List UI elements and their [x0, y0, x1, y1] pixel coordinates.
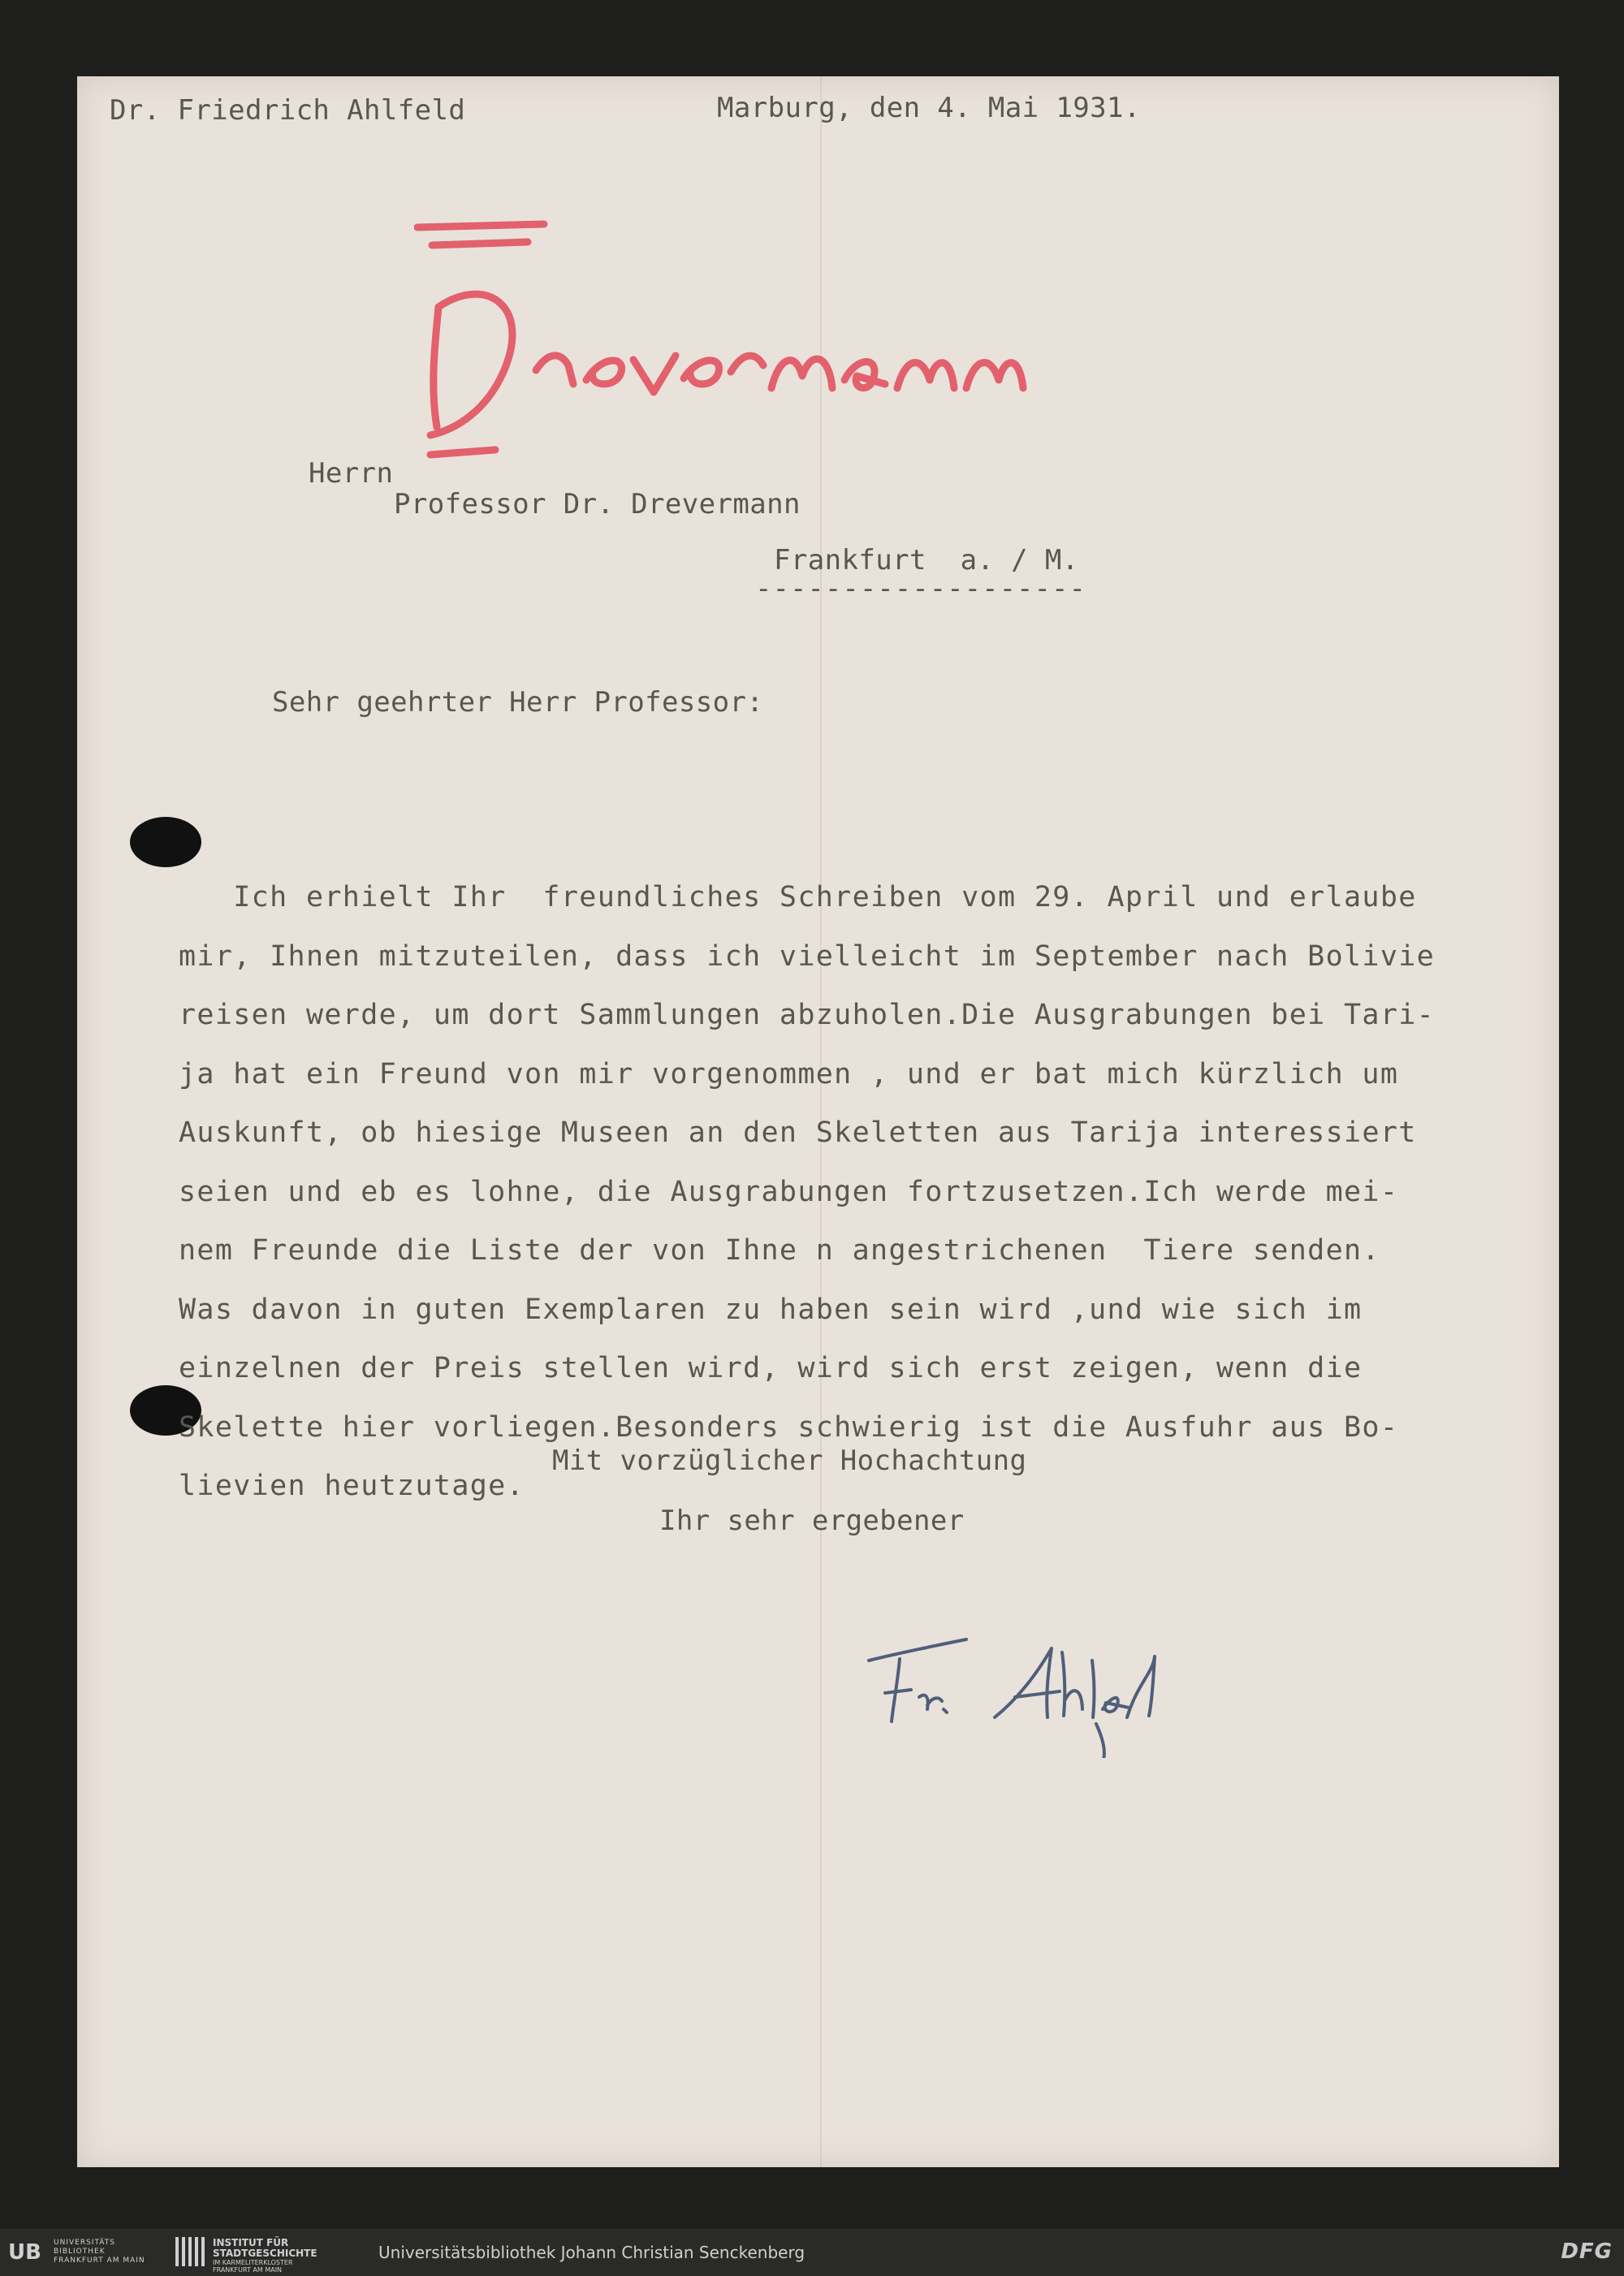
closing-phrase-2: Ihr sehr ergebener [659, 1505, 965, 1537]
institut-logo-title: INSTITUT FÜR STADTGESCHICHTE [213, 2237, 317, 2259]
salutation: Sehr geehrter Herr Professor: [272, 686, 764, 719]
body-line: einzelnen der Preis stellen wird, wird sich erst zeigen, wenn die [179, 1352, 1363, 1384]
body-line: Was davon in guten Exemplaren zu haben sein wird ,und wie sich im [179, 1293, 1363, 1326]
sender-name: Dr. Friedrich Ahlfeld [110, 94, 466, 127]
institut-logo[interactable] [175, 2235, 354, 2274]
body-line: ja hat ein Freund von mir vorgenommen , und er bat mich kürzlich um [179, 1058, 1399, 1090]
body-line: Auskunft, ob hiesige Museen an den Skeletten aus Tarija interessiert [179, 1116, 1417, 1149]
closing-phrase: Mit vorzüglicher Hochachtung [552, 1445, 1027, 1477]
recipient-name: Professor Dr. Drevermann [394, 488, 801, 520]
body-line: lievien heutzutage. [179, 1470, 525, 1502]
ub-logo-text: UNIVERSITÄTS BIBLIOTHEK FRANKFURT AM MAIN [54, 2239, 145, 2265]
archive-footer-bar [0, 2229, 1624, 2276]
ub-logo-mark: UB [8, 2240, 41, 2265]
address-underline: ------------------- [755, 572, 1086, 605]
red-pencil-annotation [414, 218, 1194, 461]
punch-hole [130, 817, 201, 867]
body-line: mir, Ihnen mitzuteilen, dass ich vielleicht im September nach Bolivie [179, 940, 1436, 973]
handwritten-signature [853, 1628, 1194, 1758]
recipient-city: Frankfurt a. / M. [774, 544, 1079, 577]
body-line: Skelette hier vorliegen.Besonders schwierig ist die Ausfuhr aus Bo- [179, 1411, 1399, 1444]
ub-logo[interactable] [5, 2235, 163, 2268]
institut-logo-subtitle: IM KARMELITERKLOSTER FRANKFURT AM MAIN [213, 2259, 293, 2274]
dfg-logo[interactable]: DFG [1561, 2239, 1613, 2264]
body-line: reisen werde, um dort Sammlungen abzuholen.Die Ausgrabungen bei Tari- [179, 999, 1436, 1031]
body-line: nem Freunde die Liste der von Ihne n angestrichenen Tiere senden. [179, 1234, 1380, 1267]
body-line: seien und eb es lohne, die Ausgrabungen fortzusetzen.Ich werde mei- [179, 1176, 1399, 1208]
institut-logo-icon [175, 2237, 205, 2266]
recipient-salutation-line: Herrn [309, 457, 394, 490]
library-name[interactable]: Universitätsbibliothek Johann Christian Senckenberg [378, 2243, 806, 2262]
letter-date: Marburg, den 4. Mai 1931. [717, 92, 1141, 124]
body-line: Ich erhielt Ihr freundliches Schreiben vom 29. April und erlaube [179, 881, 1417, 913]
